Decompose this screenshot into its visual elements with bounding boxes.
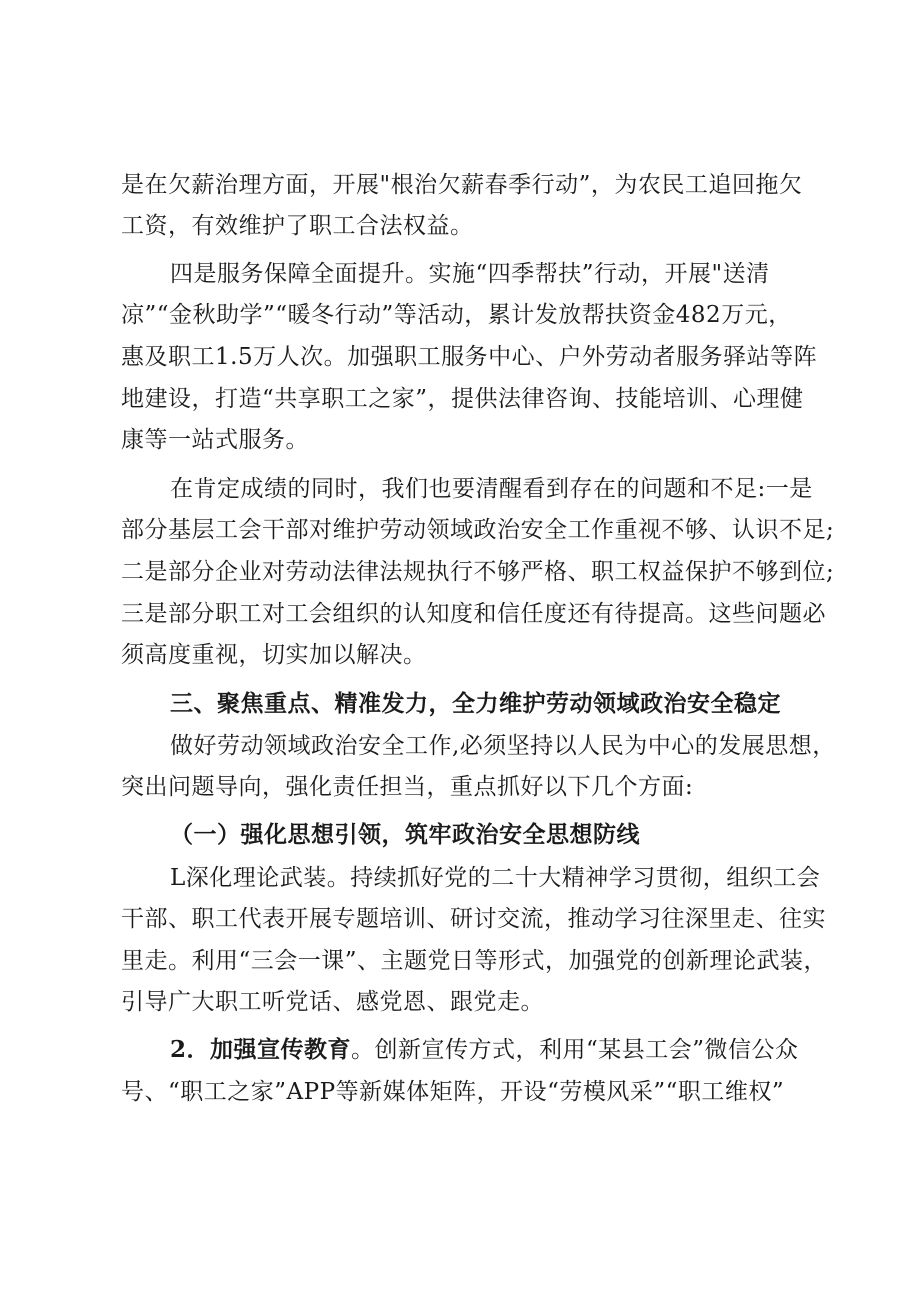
body-text-line: 在肯定成绩的同时，我们也要清醒看到存在的问题和不足:一是: [170, 476, 813, 502]
body-text-line: 工资，有效维护了职工合法权益。: [121, 213, 474, 239]
body-text-line: 凉”“金秋助学”“暖冬行动”等活动，累计发放帮扶资金482万元，: [121, 302, 792, 328]
body-text-line: 里走。利用“三会一课”、主题党日等形式，加强党的创新理论武装，: [121, 948, 828, 974]
section-heading: 三、聚焦重点、精准发力，全力维护劳动领域政治安全稳定: [170, 690, 781, 717]
body-text-line: L深化理论武装。持续抓好党的二十大精神学习贯彻，组织工会: [170, 865, 821, 891]
item-lead: 2．加强宣传教育: [170, 1036, 352, 1063]
body-text-line: 做好劳动领域政治安全工作,必须坚持以人民为中心的发展思想，: [170, 733, 836, 759]
subsection-heading: （一）强化思想引领，筑牢政治安全思想防线: [170, 821, 640, 848]
body-text-line: 康等一站式服务。: [121, 427, 309, 453]
body-text-line: 惠及职工1.5万人次。加强职工服务中心、户外劳动者服务驿站等阵: [121, 344, 818, 370]
numbered-item-line: [170, 1035, 799, 1065]
body-text-line: 突出问题导向，强化责任担当，重点抓好以下几个方面:: [121, 774, 694, 800]
body-text-line: 是在欠薪治理方面，开展"根治欠薪春季行动”，为农民工追回拖欠: [121, 172, 803, 198]
body-text-line: 二是部分企业对劳动法律法规执行不够严格、职工权益保护不够到位;: [121, 559, 835, 585]
body-text-line: 地建设，打造“共享职工之家”，提供法律咨询、技能培训、心理健: [121, 386, 804, 412]
item-text: 。创新宣传方式，利用“某县工会”微信公众: [351, 1037, 799, 1063]
body-text-line: 号、“职工之家”APP等新媒体矩阵，开设“劳模风采”“职工维权”: [121, 1079, 785, 1105]
body-text-line: 部分基层工会干部对维护劳动领域政治安全工作重视不够、认识不足;: [121, 517, 835, 543]
body-text-line: 三是部分职工对工会组织的认知度和信任度还有待提高。这些问题必: [121, 601, 826, 627]
body-text-line: 四是服务保障全面提升。实施“四季帮扶”行动，开展"送清: [170, 261, 770, 287]
body-text-line: 干部、职工代表开展专题培训、研讨交流，推动学习往深里走、往实: [121, 906, 826, 932]
body-text-line: 引导广大职工听党话、感党恩、跟党走。: [121, 989, 544, 1015]
body-text-line: 须高度重视，切实加以解决。: [121, 642, 427, 668]
